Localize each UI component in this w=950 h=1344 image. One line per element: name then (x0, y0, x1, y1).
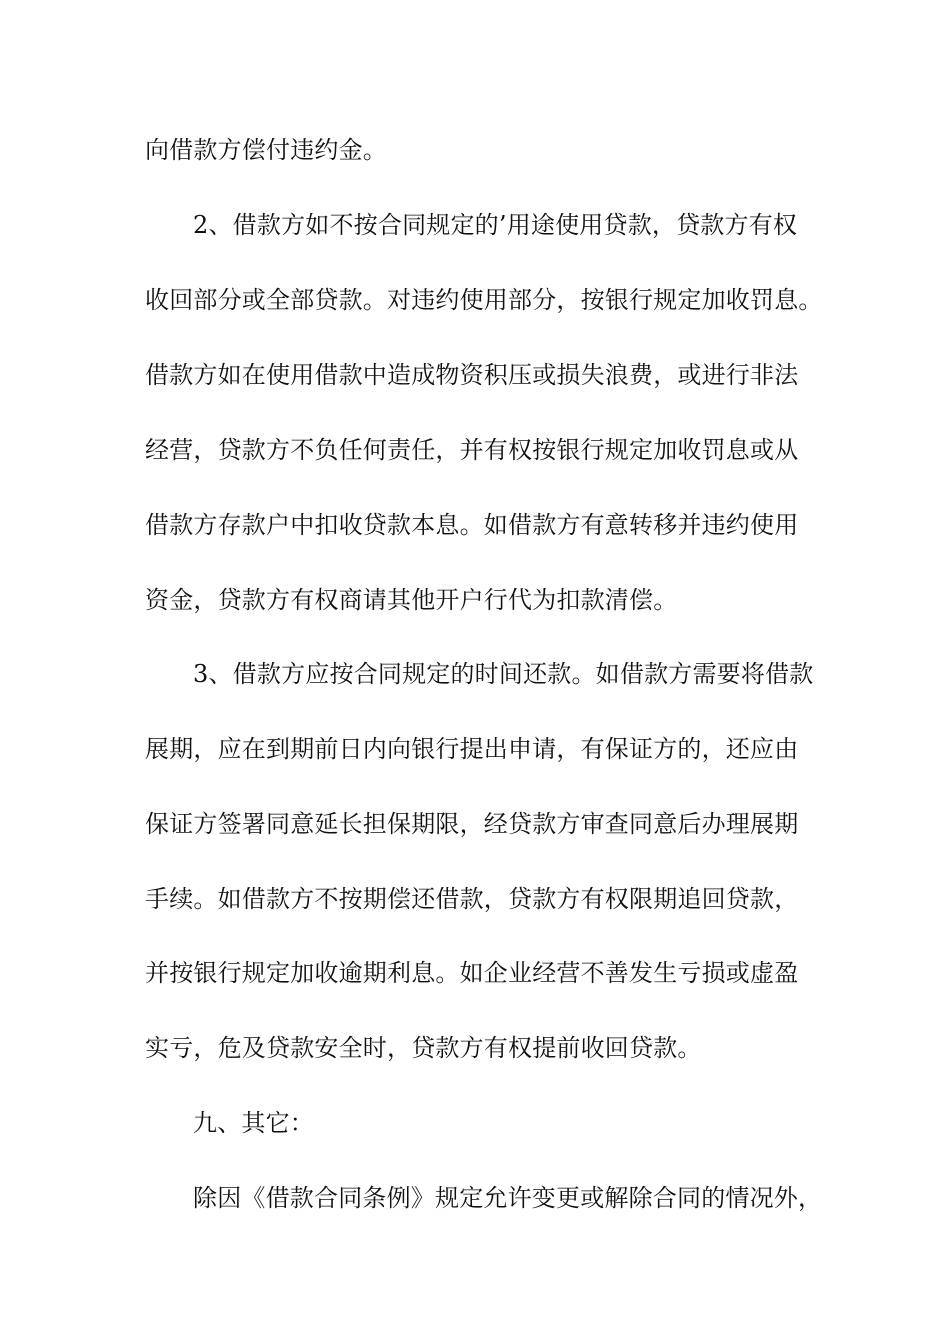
text-line: 向借款方偿付违约金。 (145, 136, 387, 164)
text-line: 资金，贷款方有权商请其他开户行代为扣款清偿。 (145, 586, 678, 614)
section-heading: 九、其它： (193, 1109, 314, 1137)
text-line: 借款方存款户中扣收贷款本息。如借款方有意转移并违约使用 (145, 511, 799, 539)
text-line: 借款方如在使用借款中造成物资积压或损失浪费，或进行非法 (145, 361, 799, 389)
text-line: 3、借款方应按合同规定的时间还款。如借款方需要将借款 (193, 660, 814, 688)
text-line: 2、借款方如不按合同规定的’用途使用贷款，贷款方有权 (193, 211, 798, 239)
text-line: 经营，贷款方不负任何责任，并有权按银行规定加收罚息或从 (145, 436, 799, 464)
text-line: 除因《借款合同条例》规定允许变更或解除合同的情况外， (193, 1184, 823, 1212)
text-line: 手续。如借款方不按期偿还借款，贷款方有权限期追回贷款， (145, 885, 799, 913)
text-line: 收回部分或全部贷款。对违约使用部分，按银行规定加收罚息。 (145, 286, 823, 314)
text-line: 展期，应在到期前日内向银行提出申请，有保证方的，还应由 (145, 735, 799, 763)
text-line: 保证方签署同意延长担保期限，经贷款方审查同意后办理展期 (145, 810, 799, 838)
text-line: 并按银行规定加收逾期利息。如企业经营不善发生亏损或虚盈 (145, 959, 799, 987)
text-line: 实亏，危及贷款安全时，贷款方有权提前收回贷款。 (145, 1034, 702, 1062)
